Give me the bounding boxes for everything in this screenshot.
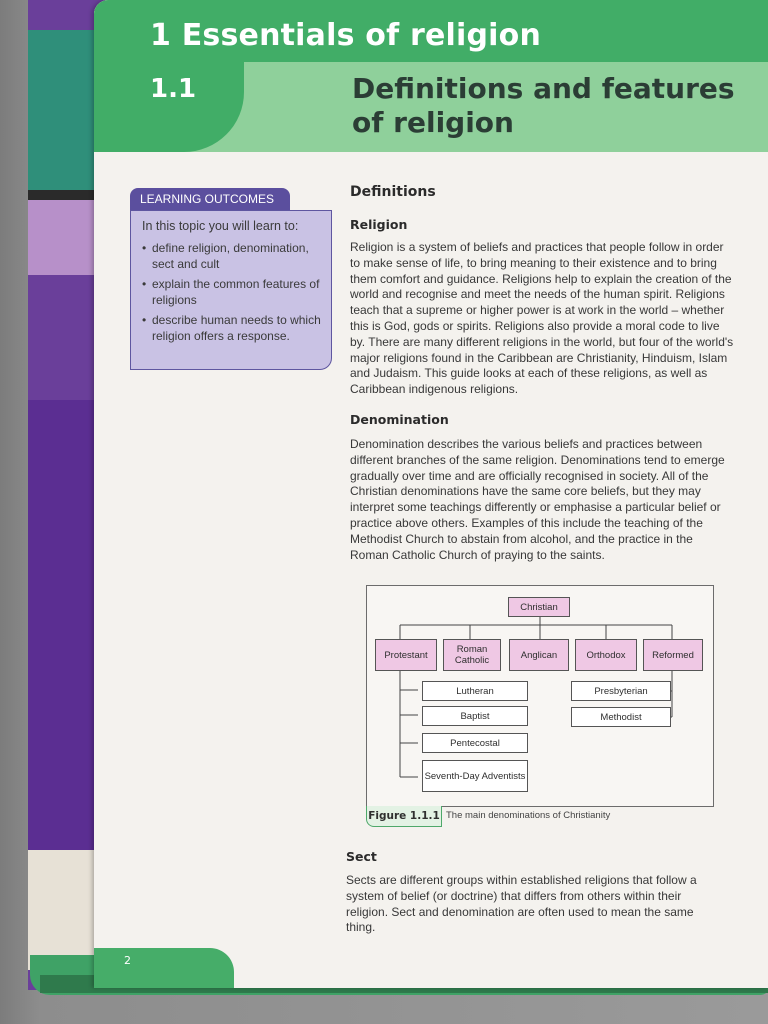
node-anglican: Anglican [509,639,569,671]
denomination-paragraph: Denomination describes the various beliefs and practices between different branches of the same religion. Denominations tend to emerge gradually over time and are officially recognised in society. All of the Christian denominations have the same core beliefs, but they may interpret some teachings differently or emphasise a particular belief or practice above others. Examples of this include the teaching of the Methodist Church to abstain from alcohol, and the practice in the Roman Catholic Church of praying to the saints. [350,437,725,562]
learning-outcome-item: • describe human needs to which religion offers a response. [142,312,326,344]
textbook-page [94,0,768,988]
section-title: Definitions and features of religion [352,72,735,139]
religion-paragraph: Religion is a system of beliefs and practices that people follow in order to make sense of life, to bring meaning to their existence and to bring them comfort and guidance. Religions help to explain the creation of the world and recognise and meet the needs of the human spirit. Religions teach that a supreme or higher power is at work in the world – whether this is God, gods or spirits. Religions also provide a moral code to live by. There are many different religions in the world, but four of the world's major religions found in the Caribbean are Christianity, Hinduism, Islam and Judaism. This guide looks at each of these religions, as well as Caribbean indigenous religions. [350,240,734,397]
sect-heading: Sect [346,849,377,864]
figure-caption: The main denominations of Christianity [446,810,611,821]
denomination-heading: Denomination [350,412,449,427]
religion-heading: Religion [350,217,408,232]
learning-outcomes-intro: In this topic you will learn to: [142,219,299,233]
learning-outcomes-list [142,240,326,348]
sect-paragraph: Sects are different groups within established religions that follow a system of belief (or doctrine) that differs from others within their religion. Sect and denomination are often used to mean the same thing. [346,873,697,935]
section-number: 1.1 [150,74,197,104]
node-lutheran: Lutheran [422,681,528,701]
definitions-heading: Definitions [350,184,436,200]
page-number-tab [94,948,234,988]
learning-outcome-item: • define religion, denomination, sect and cult [142,240,326,272]
page-number: 2 [124,954,131,967]
learning-outcome-item: • explain the common features of religions [142,276,326,308]
node-orthodox: Orthodox [575,639,637,671]
node-reformed: Reformed [643,639,703,671]
node-methodist: Methodist [571,707,671,727]
node-protestant: Protestant [375,639,437,671]
figure-label: Figure 1.1.1 [366,806,442,827]
node-presbyterian: Presbyterian [571,681,671,701]
node-pentecostal: Pentecostal [422,733,528,753]
node-seventh-day-adventists: Seventh-Day Adventists [422,760,528,792]
node-baptist: Baptist [422,706,528,726]
node-roman-catholic: Roman Catholic [443,639,501,671]
learning-outcomes-tab: LEARNING OUTCOMES [130,188,290,210]
chapter-title: 1 Essentials of religion [150,18,542,53]
node-christian: Christian [508,597,570,617]
